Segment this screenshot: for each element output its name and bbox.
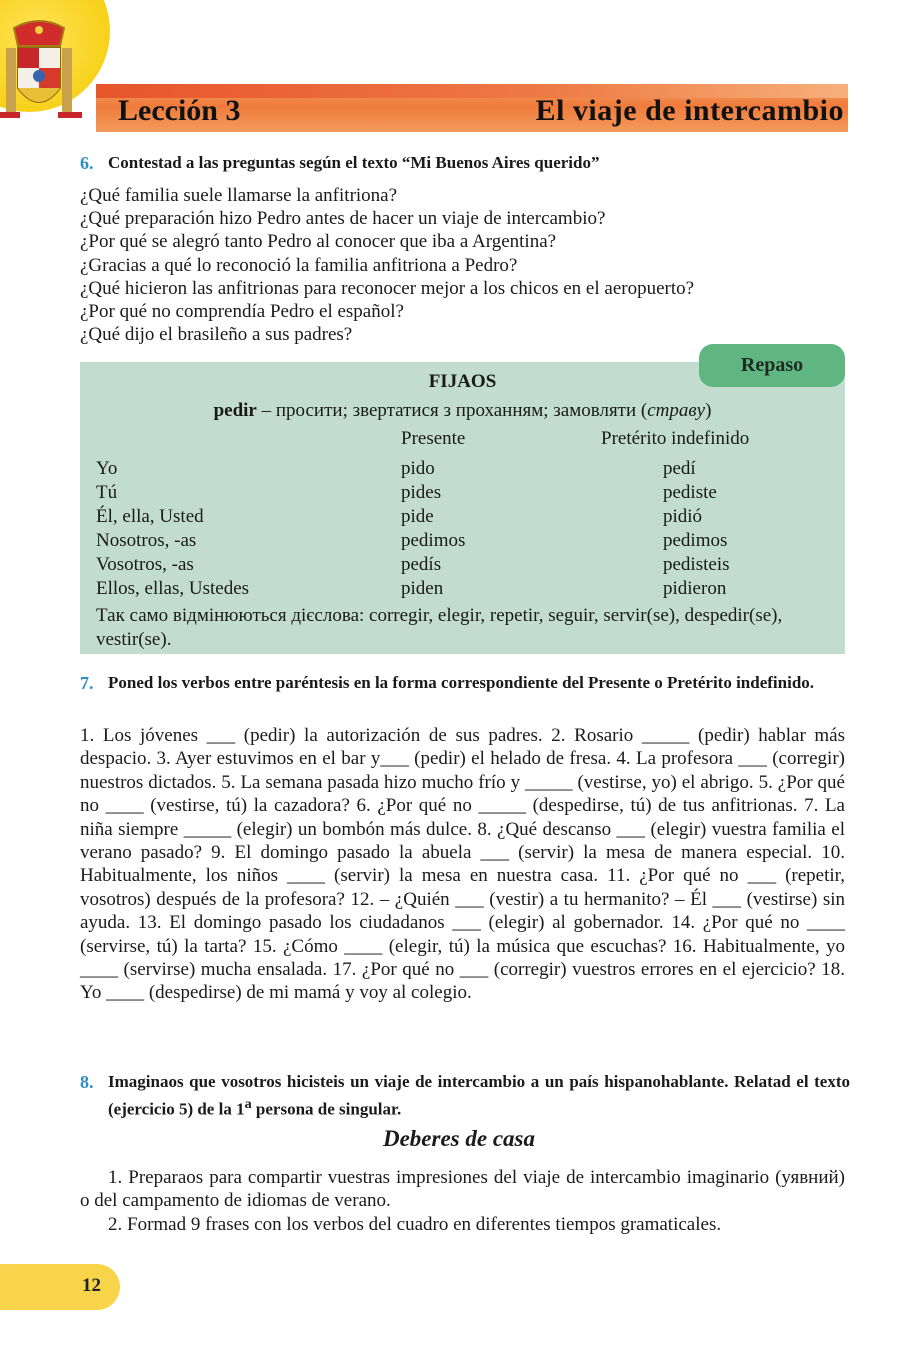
task-instruction: Contestad a las preguntas según el texto “Mi Buenos Aires querido” — [108, 153, 600, 172]
column-header-preterito: Pretérito indefinido — [601, 428, 750, 449]
repaso-badge: Repaso — [699, 344, 845, 387]
task-number: 7. — [80, 673, 94, 693]
person-cell: Nosotros, -as — [96, 530, 197, 551]
preterito-form: pidió — [663, 506, 703, 527]
grammar-box — [80, 362, 845, 654]
presente-form: pedimos — [401, 530, 466, 551]
instruction-part: Imaginaos que vosotros hicisteis un viaje de intercambio a un país hispanohablante. Relatad el texto (ejercicio 5) de la 1 — [108, 1072, 850, 1119]
question-item: ¿Gracias a qué lo reconoció la familia anfitriona a Pedro? — [80, 254, 518, 276]
preterito-form: pedí — [663, 458, 696, 479]
task-instruction: Poned los verbos entre paréntesis en la forma correspondiente del Presente o Pretérito indefinido. — [108, 673, 815, 692]
presente-form: pedís — [401, 554, 442, 575]
spain-coat-of-arms-icon — [0, 18, 82, 128]
preterito-column — [663, 457, 730, 601]
homework-item: 2. Formad 9 frases con los verbos del cuadro en diferentes tiempos gramaticales. — [108, 1214, 722, 1235]
task-7-heading — [80, 672, 850, 694]
task-number: 6. — [80, 153, 94, 173]
preterito-form: pidieron — [663, 578, 727, 599]
question-item: ¿Por qué se alegró tanto Pedro al conocer que iba a Argentina? — [80, 231, 557, 253]
homework-item: 1. Preparaos para compartir vuestras impresiones del viaje de intercambio imaginario (уявний) o del campamento de idiomas de verano. — [80, 1167, 845, 1212]
person-cell: Vosotros, -as — [96, 554, 194, 575]
grammar-note: Так само відмінюються дієслова: corregir, elegir, repetir, seguir, servir(se), despedir(se), vestir(se). — [96, 605, 783, 650]
preterito-form: pediste — [663, 482, 717, 503]
page-title: El viaje de intercambio — [535, 94, 844, 127]
question-item: ¿Por qué no comprendía Pedro el español? — [80, 301, 404, 323]
person-cell: Yo — [96, 458, 118, 479]
instruction-part: persona de singular. — [251, 1099, 402, 1119]
page-number-tab — [0, 1264, 120, 1310]
grammar-heading: FIJAOS — [428, 371, 497, 392]
presente-form: pide — [401, 506, 434, 527]
lesson-label: Lección 3 — [118, 94, 241, 127]
question-item: ¿Qué dijo el brasileño a sus padres? — [80, 324, 353, 346]
page-number: 12 — [82, 1275, 101, 1296]
question-item: ¿Qué hicieron las anfitrionas para reconocer mejor a los chicos en el aeropuerto? — [80, 277, 695, 299]
presente-form: pido — [401, 458, 435, 479]
column-header-presente: Presente — [401, 428, 466, 449]
presente-column — [401, 457, 465, 601]
person-cell: Él, ella, Usted — [96, 506, 204, 527]
persons-column — [96, 457, 249, 601]
ordinal-superscript: a — [244, 1096, 252, 1112]
question-item: ¿Qué preparación hizo Pedro antes de hacer un viaje de intercambio? — [80, 208, 606, 230]
question-item: ¿Qué familia suele llamarse la anfitriona? — [80, 185, 398, 206]
presente-form: pides — [401, 482, 442, 503]
verb-meaning-end: ) — [705, 400, 712, 421]
homework-heading: Deberes de casa — [382, 1126, 535, 1151]
person-cell: Ellos, ellas, Ustedes — [96, 578, 250, 599]
task-8-heading — [80, 1071, 850, 1121]
task-7-exercise-text: 1. Los jóvenes ___ (pedir) la autorización de sus padres. 2. Rosario _____ (pedir) hablar más despacio. 3. Ayer estuvimos en el bar y___ (pedir) el helado de fresa. 4. La profesora ___ (corregir) nuestros dictados. 5. La semana pasada hizo mucho frío y _____ (vestirse, yo) el abrigo. 5. ¿Por qué no ____ (vestirse, tú) la cazadora? 6. ¿Por qué no _____ (despedirse, tú) de tus anfitrionas. 7. La niña siempre _____ (elegir) un bombón más dulce. 8. ¿Qué descanso ___ (elegir) vuestra familia el verano pasado? 9. El domingo pasado la abuela ___ (servir) la mesa de manera especial. 10. Habitualmente, los niños ____ (servir) la mesa en nuestra casa. 11. ¿Por qué no ___ (repetir, vosotros) después de la profesora? 12. – ¿Quién ___ (vestir) a tu hermanito? – Él ___ (vestirse) sin ayuda. 13. El domingo pasado los ciudadanos ___ (elegir) al gobernador. 14. ¿Por qué no ____ (servirse, tú) la tarta? 15. ¿Cómo ____ (elegir, tú) la música que escuchas? 16. Habitualmente, yo ____ (servirse) mucha ensalada. 17. ¿Por qué no ___ (corregir) vuestros errores en el ejercicio? 18. Yo ____ (despedirse) de mi mamá y voy al colegio. — [80, 725, 845, 1004]
task-instruction — [80, 1071, 850, 1121]
verb-infinitive: pedir — [213, 400, 257, 421]
preterito-form: pedimos — [663, 530, 728, 551]
verb-definition — [80, 400, 845, 422]
task-6-heading — [80, 152, 850, 174]
verb-meaning: – просити; звертатися з проханням; замовляти ( — [256, 400, 648, 421]
task-number: 8. — [80, 1072, 94, 1092]
presente-form: piden — [401, 578, 444, 599]
verb-meaning-italic: страву — [647, 400, 706, 421]
question-list — [80, 184, 850, 346]
person-cell: Tú — [96, 482, 118, 503]
preterito-form: pedisteis — [663, 554, 730, 575]
